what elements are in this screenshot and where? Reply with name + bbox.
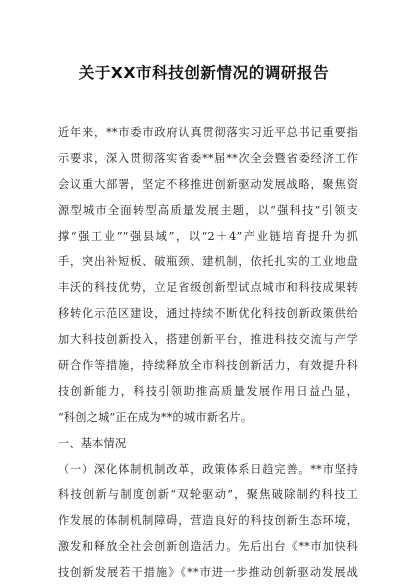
document-title: 关于XX市科技创新情况的调研报告: [78, 64, 330, 82]
paragraph-line: 技创新能力，科技引领助推高质量发展作用日益凸显，: [58, 384, 358, 398]
paragraph-line: 作发展的体制机制障碍，营造良好的科技创新生态环境，: [58, 514, 358, 528]
paragraph-line: 科技创新与制度创新“双轮驱动”，聚焦破除制约科技工: [58, 488, 358, 502]
paragraph-line: 源型城市全面转型高质量发展主题，以“强科技”引领支: [58, 203, 358, 217]
paragraph-line: 近年来，**市委市政府认真贯彻落实习近平总书记重要指: [58, 126, 358, 139]
paragraph-line: 移转化示范区建设，通过持续不断优化科技创新政策供给: [58, 307, 358, 321]
paragraph-line: 撑“强工业”“强县域”，以“2＋4”产业链培育提升为抓: [58, 229, 358, 243]
paragraph-line: 激发和释放全社会创新创造活力。先后出台《**市加快科: [58, 540, 358, 554]
paragraph-line: 研合作等措施，持续释放全市科技创新活力，有效提升科: [58, 359, 358, 373]
section-heading: 一、基本情况: [58, 436, 127, 450]
paragraph-line: （一）深化体制机制改革，政策体系日趋完善。**市坚持: [58, 462, 358, 476]
paragraph-line: 手，突出补短板、破瓶颈、建机制，依托扎实的工业地盘: [58, 255, 358, 269]
paragraph-line: 示要求，深入贯彻落实省委**届**次全会暨省委经济工作: [58, 151, 358, 165]
paragraph-line: “科创之城”正在成为**的城市新名片。: [58, 410, 253, 424]
paragraph-line: 加大科技创新投入，搭建创新平台，推进科技交流与产学: [58, 333, 358, 347]
document-body: [58, 120, 358, 586]
paragraph-line: 会议重大部署，坚定不移推进创新驱动发展战略，聚焦资: [58, 177, 358, 191]
paragraph-line: 技创新发展若干措施》《**市进一步推动创新驱动发展战: [58, 566, 358, 580]
paragraph-line: 丰沃的科技优势，立足省级创新型试点城市和科技成果转: [58, 281, 358, 295]
